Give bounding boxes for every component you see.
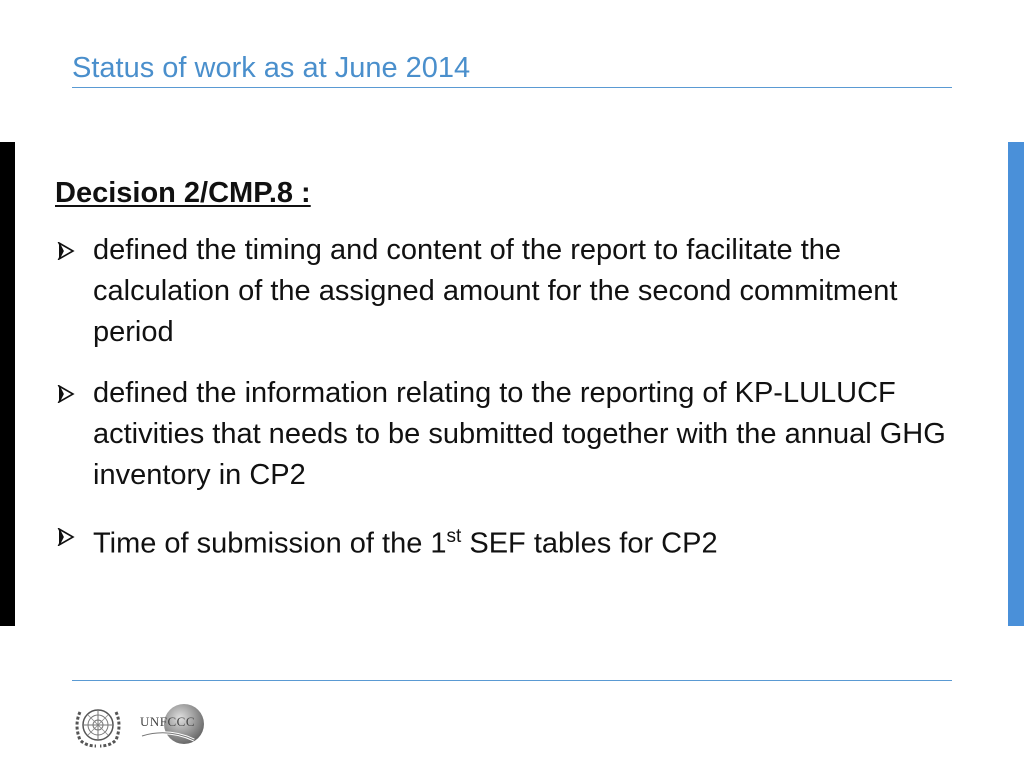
right-accent-bar [1008,142,1024,626]
bullet-item-2 [55,373,985,496]
left-accent-bar [0,142,15,626]
bullet-text-2: defined the information relating to the reporting of KP-LULUCF activities that needs to be submitted together with the annual GHG inventory in CP2 [93,377,946,491]
bullet-list [55,230,985,565]
bullet-item-1 [55,230,985,353]
slide-title: Status of work as at June 2014 [72,52,471,84]
arrow-bullet-icon [57,242,75,260]
title-rule [72,87,952,88]
decision-heading: Decision 2/CMP.8 : [55,177,311,209]
bullet-text-3-before: Time of submission of the 1 [93,527,447,560]
arrow-bullet-icon [57,528,75,546]
bullet-text-1: defined the timing and content of the report to facilitate the calculation of the assigned amount for the second commitment period [93,234,898,348]
bullet-text-3-after: SEF tables for CP2 [461,527,718,560]
unfccc-logo [138,700,216,750]
arrow-bullet-icon [57,385,75,403]
footer-rule [72,680,952,681]
un-emblem-icon [70,700,126,750]
bullet-item-3 [55,516,985,565]
bullet-text-3-superscript: st [446,526,462,547]
slide-content [55,172,985,585]
unfccc-logo-text: UNFCCC [140,714,196,729]
